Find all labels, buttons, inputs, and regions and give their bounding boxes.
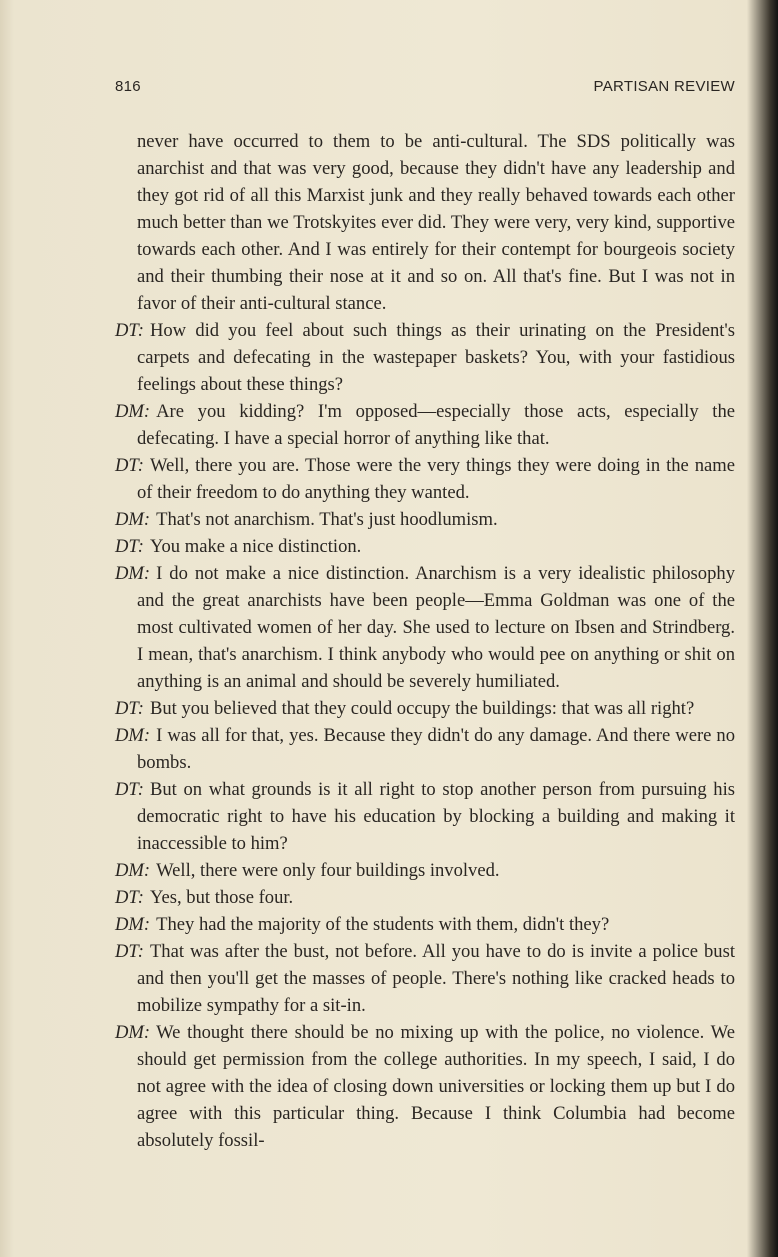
speaker-label: DT:: [115, 536, 144, 557]
turn-text: You make a nice distinction.: [149, 536, 362, 557]
dialogue-turn: [115, 533, 735, 560]
turn-text: They had the majority of the students with them, didn't they?: [156, 914, 610, 935]
paragraph: [115, 128, 735, 317]
dialogue-turn: [115, 722, 735, 776]
speaker-label: DT:: [115, 779, 144, 800]
page-number: 816: [115, 78, 141, 95]
speaker-label: DT:: [115, 455, 144, 476]
turn-text: But on what grounds is it all right to stop another person from pursuing his democratic right to have his education by blocking a building and making it inaccessible to him?: [137, 779, 735, 854]
turn-text: Are you kidding? I'm opposed—especially those acts, especially the defecating. I have a special horror of anything like that.: [137, 401, 735, 449]
dialogue-turn: [115, 560, 735, 695]
turn-text: How did you feel about such things as their urinating on the President's carpets and defecating in the wastepaper baskets? You, with your fastidious feelings about these things?: [137, 320, 735, 395]
turn-text: But you believed that they could occupy the buildings: that was all right?: [149, 698, 695, 719]
turn-text: Well, there you are. Those were the very things they were doing in the name of their freedom to do anything they wanted.: [137, 455, 735, 503]
speaker-label: DM:: [115, 1022, 151, 1043]
turn-text: That was after the bust, not before. All you have to do is invite a police bust and then you'll get the masses of people. There's nothing like cracked heads to mobilize sympathy for a sit-in.: [137, 941, 735, 1016]
dialogue-turn: [115, 452, 735, 506]
dialogue-turn: [115, 776, 735, 857]
running-head: PARTISAN REVIEW: [593, 78, 735, 95]
dialogue-turn: [115, 884, 735, 911]
page-header: [115, 78, 735, 102]
speaker-label: DM:: [115, 509, 151, 530]
speaker-label: DM:: [115, 401, 151, 422]
speaker-label: DT:: [115, 941, 144, 962]
turn-text: I was all for that, yes. Because they didn't do any damage. And there were no bombs.: [137, 725, 735, 773]
speaker-label: DT:: [115, 320, 144, 341]
dialogue-turn: [115, 695, 735, 722]
turn-text: That's not anarchism. That's just hoodlumism.: [156, 509, 498, 530]
paragraph-text: never have occurred to them to be anti-cultural. The SDS politically was anarchist and that was very good, because they didn't have any leadership and they got rid of all this Marxist junk and they really behaved towards each other much better than we Trotskyites ever did. They were very, very kind, supportive towards each other. And I was entirely for their contempt for bourgeois society and their thumbing their nose at it and so on. All that's fine. But I was not in favor of their anti-cultural stance.: [137, 131, 735, 314]
speaker-label: DM:: [115, 563, 151, 584]
dialogue-turn: [115, 857, 735, 884]
turn-text: Well, there were only four buildings involved.: [156, 860, 500, 881]
speaker-label: DM:: [115, 860, 151, 881]
speaker-label: DM:: [115, 914, 151, 935]
speaker-label: DM:: [115, 725, 151, 746]
turn-text: I do not make a nice distinction. Anarchism is a very idealistic philosophy and the great anarchists have been people—Emma Goldman was one of the most cultivated women of her day. She used to lecture on Ibsen and Strindberg. I mean, that's anarchism. I think anybody who would pee on anything or shit on anything is an animal and should be severely humiliated.: [137, 563, 735, 692]
dialogue-turn: [115, 911, 735, 938]
page-body: [115, 128, 735, 1154]
speaker-label: DT:: [115, 698, 144, 719]
turn-text: We thought there should be no mixing up with the police, no violence. We should get permission from the college authorities. In my speech, I said, I do not agree with the idea of closing down universities or locking them up but I do agree with this particular thing. Because I think Columbia had become absolutely fossil-: [137, 1022, 735, 1151]
dialogue-turn: [115, 1019, 735, 1154]
dialogue-turn: [115, 398, 735, 452]
dialogue-turn: [115, 938, 735, 1019]
turn-text: Yes, but those four.: [149, 887, 294, 908]
speaker-label: DT:: [115, 887, 144, 908]
dialogue-turn: [115, 317, 735, 398]
dialogue-turn: [115, 506, 735, 533]
